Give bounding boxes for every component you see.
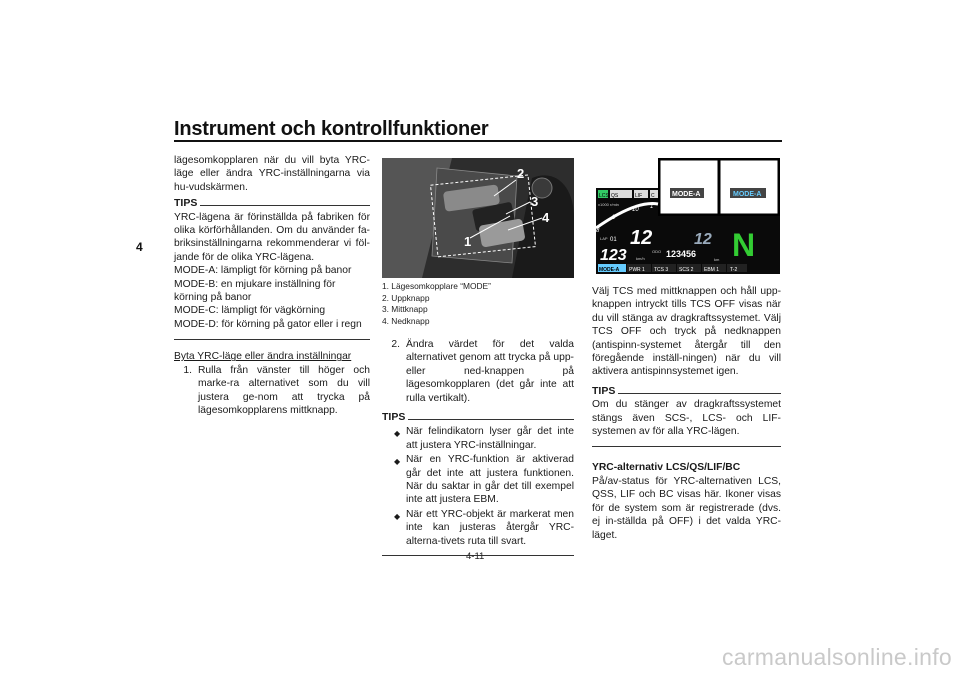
bottom-ebm: EBM 1 bbox=[704, 267, 720, 273]
gear-indicator: N bbox=[732, 227, 756, 263]
tips-heading bbox=[174, 197, 370, 210]
caption: 2. Uppknapp bbox=[382, 292, 430, 303]
step-number: 1. bbox=[183, 364, 192, 376]
handlebar-switch-photo bbox=[382, 158, 574, 278]
speed-readout: 123 bbox=[600, 247, 627, 264]
chapter-number: 4 bbox=[136, 240, 143, 254]
lap-value: 01 bbox=[610, 237, 617, 243]
bullet-text: När en YRC-funktion är aktiverad går det inte att justera funktionen. När du saktar in går det till exempel inte att justera EBM. bbox=[406, 454, 574, 506]
page-title: Instrument och kontrollfunktioner bbox=[174, 118, 489, 140]
tips-line: YRC-lägena är förinställda på fabriken för olika körförhållanden. Om du använder fa-briksinställningarna rekommenderar vi föl-jande för de olika YRC-lägena. bbox=[174, 211, 370, 263]
tips-bullet bbox=[382, 508, 574, 548]
page-number: 4-11 bbox=[466, 551, 485, 562]
bottom-scs: SCS 2 bbox=[679, 267, 694, 273]
tag-lcs: LCS bbox=[599, 193, 609, 199]
tag-lif: LIF bbox=[635, 193, 643, 199]
step-text: Rulla från vänster till höger och marke-ra alternativet som du vill justera ge-nom att trycka på lägesomkopplarens mittknapp. bbox=[198, 364, 370, 416]
speed-large: 12 bbox=[630, 227, 653, 249]
mode-button-left: MODE-A bbox=[672, 191, 701, 198]
paragraph-tcs: Välj TCS med mittknappen och håll upp-knappen intryckt tills TCS OFF visas när du vill stänga av dragkraftssystemet. Välj TCS OFF och tryck på nedknappen (antispinn-systemet återgår till den föregående inställ-ningen) när du vill aktivera antispinnsystemet igen. bbox=[592, 286, 781, 378]
lap-label: LAP bbox=[600, 236, 608, 241]
diamond-bullet-icon: ◆ bbox=[394, 457, 401, 467]
photo-label-2: 2 bbox=[517, 166, 525, 181]
odo-label: ODO bbox=[652, 249, 662, 254]
speed-ghost: 12 bbox=[694, 231, 712, 248]
bullet-text: När felindikatorn lyser går det inte att justera YRC-inställningar. bbox=[406, 426, 574, 451]
tips-label: TIPS bbox=[382, 411, 406, 424]
bottom-pwr: PWR 1 bbox=[629, 267, 645, 273]
step-number: 2. bbox=[391, 339, 400, 350]
figure-captions bbox=[382, 281, 491, 327]
tips-end-rule bbox=[174, 339, 370, 340]
tips-bullet bbox=[382, 453, 574, 507]
tips-line: MODE-A: lämpligt för körning på banor bbox=[174, 265, 352, 277]
column-1 bbox=[174, 154, 370, 417]
tips-heading bbox=[592, 385, 781, 398]
mode-button-right: MODE-A bbox=[733, 191, 762, 198]
tick-11: 1 bbox=[650, 204, 654, 210]
kmh-label: km/h bbox=[636, 256, 645, 261]
tips-label: TIPS bbox=[174, 197, 198, 210]
tick-8: 8 bbox=[596, 228, 600, 234]
section-heading: YRC-alternativ LCS/QS/LIF/BC bbox=[592, 462, 741, 474]
rpm-label: x1000 r/min bbox=[598, 202, 619, 207]
photo-label-4: 4 bbox=[542, 210, 550, 225]
step-text: Ändra värdet för det valda alternativet genom att trycka på upp- eller ned-knappen på lägesomkopplaren (det går inte att rulla vertikalt). bbox=[406, 339, 574, 404]
tag-c: C bbox=[651, 193, 655, 199]
subheading: Byta YRC-läge eller ändra inställningar bbox=[174, 351, 352, 363]
tips-label: TIPS bbox=[592, 384, 616, 397]
intro-text: lägesomkopplaren när du vill byta YRC-läge eller ändra YRC-inställningarna via hu-vudskärmen. bbox=[174, 155, 370, 193]
tips-end-rule bbox=[592, 446, 781, 447]
km-label: km bbox=[714, 257, 720, 262]
bottom-mode: MODE-A bbox=[599, 267, 620, 273]
diamond-bullet-icon: ◆ bbox=[394, 511, 401, 521]
tag-qs: QS bbox=[611, 193, 619, 199]
tips-line: MODE-C: lämpligt för vägkörning bbox=[174, 305, 326, 317]
paragraph-yrc-options: På/av-status för YRC-alternativen LCS, QSS, LIF och BC visas här. Ikoner visas för de system som är registrerade (dvs. ej in-ställda på OFF) i det valda YRC-läget. bbox=[592, 475, 781, 541]
step-1 bbox=[174, 364, 370, 418]
caption: 3. Mittknapp bbox=[382, 304, 428, 315]
tick-10: 10 bbox=[632, 207, 639, 213]
tft-display bbox=[596, 158, 780, 274]
bottom-tcs: TCS 3 bbox=[654, 267, 669, 273]
caption: 4. Nedknapp bbox=[382, 315, 430, 326]
tips-line: MODE-B: en mjukare inställning för körning på banor bbox=[174, 278, 336, 304]
tips-line: MODE-D: för körning på gator eller i regn bbox=[174, 318, 362, 330]
photo-label-3: 3 bbox=[531, 194, 539, 209]
column-2 bbox=[382, 338, 574, 566]
column-3 bbox=[592, 285, 781, 542]
tips-bullet bbox=[382, 425, 574, 452]
odo-value: 123456 bbox=[666, 249, 697, 259]
caption: 1. Lägesomkopplare “MODE” bbox=[382, 281, 491, 291]
step-2 bbox=[382, 338, 574, 405]
photo-label-1: 1 bbox=[464, 234, 472, 249]
title-rule bbox=[174, 140, 782, 142]
switch-illustration bbox=[382, 158, 574, 278]
bottom-t2: T-2 bbox=[730, 267, 738, 273]
dashboard-display-illustration bbox=[596, 158, 780, 274]
tips-heading bbox=[382, 411, 574, 424]
watermark: carmanualsonline.info bbox=[721, 644, 952, 670]
tick-9: 9 bbox=[612, 215, 616, 221]
diamond-bullet-icon: ◆ bbox=[394, 429, 401, 439]
bullet-text: När ett YRC-objekt är markerat men inte kan justeras återgår YRC-alterna-tivets ruta till svart. bbox=[406, 508, 574, 547]
tips-text: Om du stänger av dragkraftssystemet stängs även SCS-, LCS- och LIF-systemen av för alla YRC-lägen. bbox=[592, 399, 781, 438]
